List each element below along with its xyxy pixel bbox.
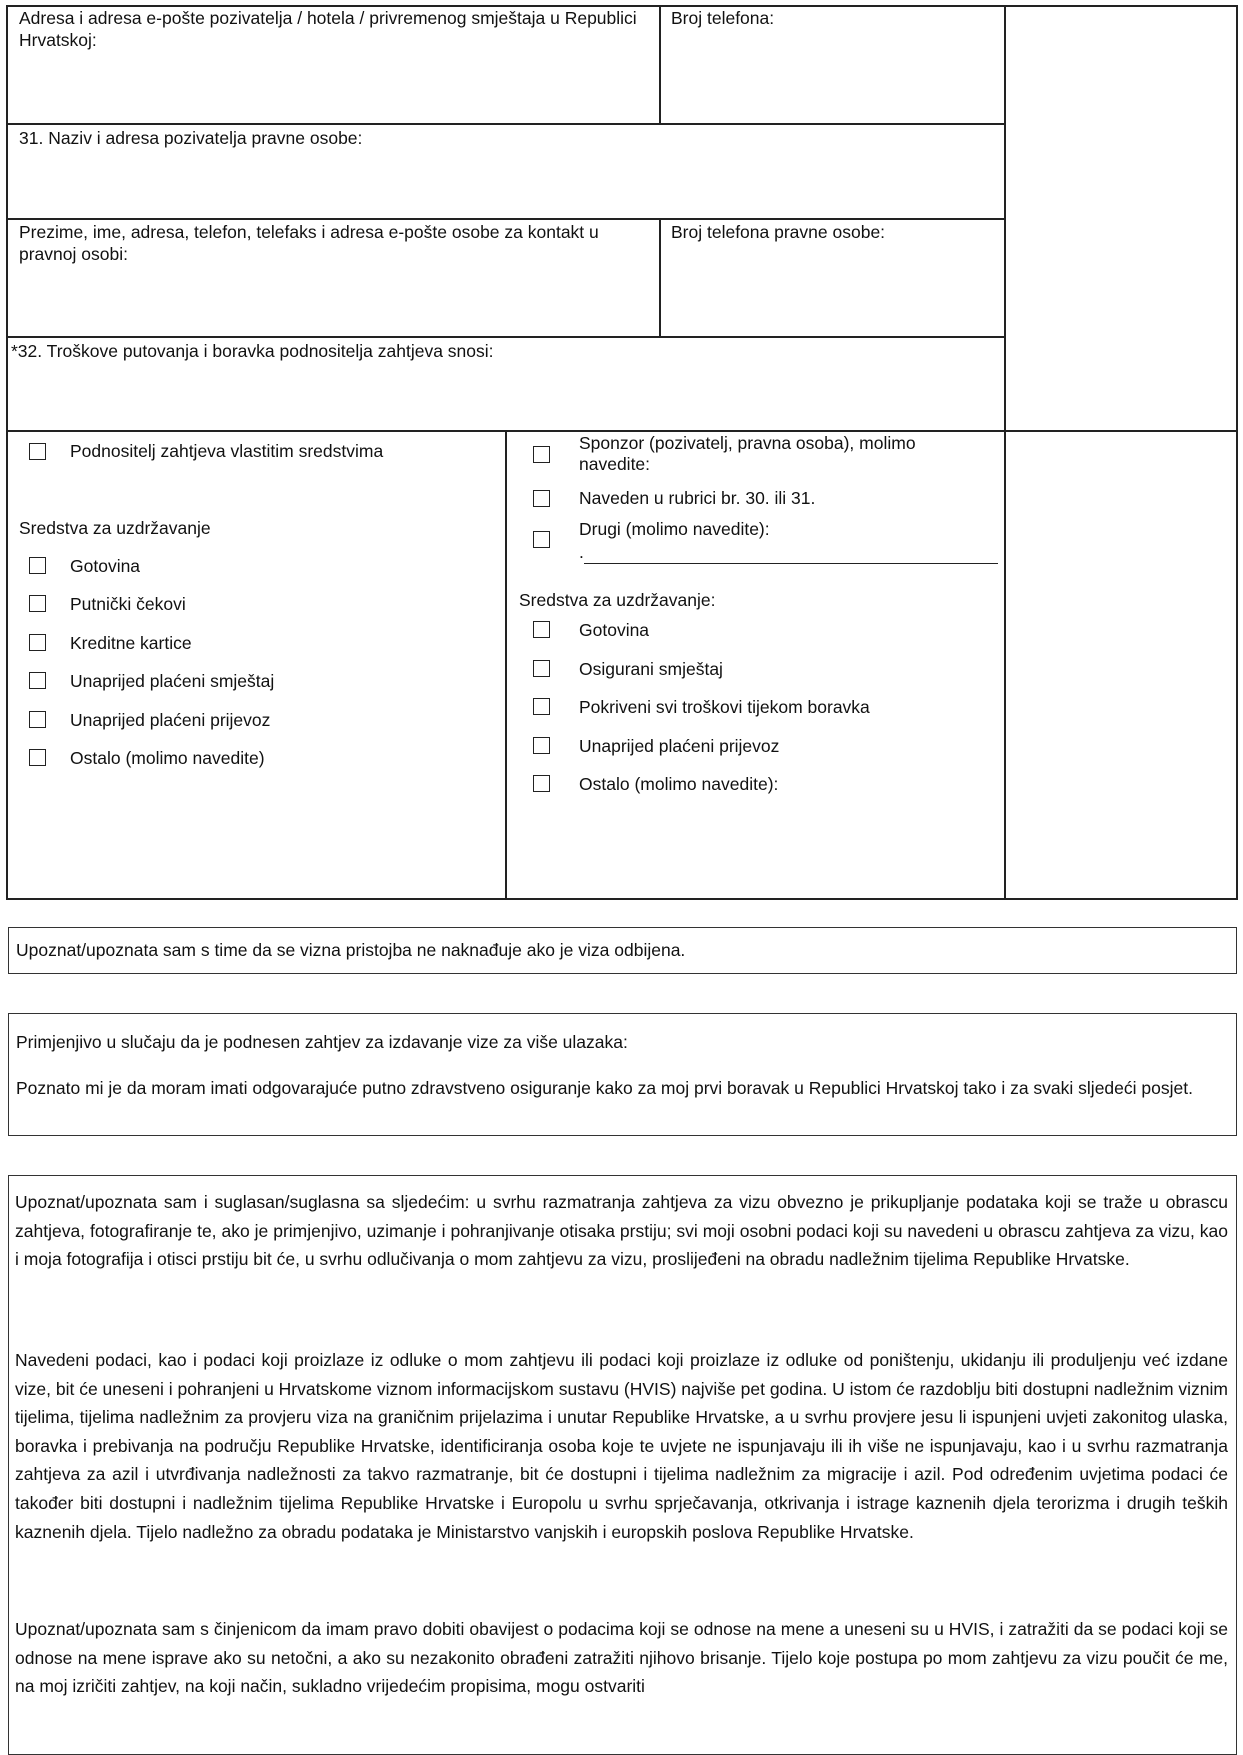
right-all-costs-checkbox[interactable] [533, 698, 550, 715]
section-31-title: 31. Naziv i adresa pozivatelja pravne osobe: [19, 128, 363, 148]
right-prepaid-transport-checkbox[interactable] [533, 737, 550, 754]
left-credit-cards-label: Kreditne kartice [70, 633, 192, 653]
contact-person-field[interactable] [8, 268, 658, 335]
left-prepaid-transport-checkbox[interactable] [29, 711, 46, 728]
left-prepaid-accommodation-label: Unaprijed plaćeni smještaj [70, 671, 275, 691]
left-travellers-cheques-checkbox[interactable] [29, 595, 46, 612]
right-other-checkbox[interactable] [533, 775, 550, 792]
self-funded-checkbox[interactable] [29, 443, 46, 460]
left-travellers-cheques-label: Putnički čekovi [70, 594, 186, 614]
right-accommodation-checkbox[interactable] [533, 660, 550, 677]
multi-entry-heading: Primjenjivo u slučaju da je podnesen zahtjev za izdavanje vize za više ulazaka: [16, 1032, 628, 1052]
left-credit-cards-checkbox[interactable] [29, 634, 46, 651]
other-payer-blank-dot: . [579, 542, 584, 562]
sponsor-checkbox[interactable] [533, 446, 550, 463]
right-other-label: Ostalo (molimo navedite): [579, 774, 779, 794]
self-funded-label: Podnositelj zahtjeva vlastitim sredstvima [70, 441, 384, 461]
consent-paragraph-1: Upoznat/upoznata sam i suglasan/suglasna sa sljedećim: u svrhu razmatranja zahtjeva za vizu obvezno je prikupljanje podataka koji se traže u obrascu zahtjeva, fotografiranje te, ako je primjenjivo, uzimanje i pohranjivanje otisaka prstiju; svi moji osobni podaci koji su navedeni u obrascu zahtjeva za vizu, kao i moja fotografija i otisci prstiju bit će, u svrhu odlučivanja o mom zahtjevu za vizu, proslijeđeni na obradu nadležnim tijelima Republike Hrvatske. [15, 1192, 1228, 1270]
section-32-title: *32. Troškove putovanja i boravka podnositelja zahtjeva snosi: [11, 341, 494, 361]
right-means-heading: Sredstva za uzdržavanje: [519, 590, 716, 610]
left-cash-checkbox[interactable] [29, 557, 46, 574]
consent-paragraph-3: Upoznat/upoznata sam s činjenicom da imam pravo dobiti obavijest o podacima koji se odnose na mene a uneseni su u HVIS, i zatražiti da se podaci koji se odnose na mene isprave ako su netočni, a ako su nezakonito obrađeni zatražiti njihovo brisanje. Tijelo koje postupa po mom zahtjevu za vizu poučit će me, na moj izričiti zahtjev, na koji način, sukladno vrijedećim propisima, mogu ostvariti [15, 1619, 1228, 1697]
left-other-checkbox[interactable] [29, 749, 46, 766]
fee-notice-text: Upoznat/upoznata sam s time da se vizna pristojba ne naknađuje ako je viza odbijena. [16, 940, 686, 960]
accommodation-address-label: Adresa i adresa e-pošte pozivatelja / hotela / privremenog smještaja u Republici Hrvatskoj: [19, 8, 637, 50]
referred-checkbox[interactable] [533, 490, 550, 507]
right-all-costs-label: Pokriveni svi troškovi tijekom boravka [579, 697, 870, 717]
right-cash-label: Gotovina [579, 620, 650, 640]
left-other-label: Ostalo (molimo navedite) [70, 748, 265, 768]
phone-label: Broj telefona: [671, 8, 775, 28]
legal-phone-label: Broj telefona pravne osobe: [671, 222, 886, 242]
other-payer-underline[interactable] [584, 563, 998, 564]
multi-entry-text: Poznato mi je da moram imati odgovarajuće putno zdravstveno osiguranje kako za moj prvi boravak u Republici Hrvatskoj tako i za svaki sljedeći posjet. [16, 1078, 1193, 1098]
other-payer-label: Drugi (molimo navedite): [579, 519, 770, 539]
left-means-heading: Sredstva za uzdržavanje [19, 518, 211, 538]
left-prepaid-transport-label: Unaprijed plaćeni prijevoz [70, 710, 271, 730]
multi-entry-box [8, 1013, 1237, 1136]
accommodation-address-field[interactable] [8, 56, 658, 122]
phone-field[interactable] [662, 32, 1003, 122]
right-accommodation-label: Osigurani smještaj [579, 659, 723, 679]
left-prepaid-accommodation-checkbox[interactable] [29, 672, 46, 689]
legal-entity-field[interactable] [8, 152, 1003, 217]
sponsor-label: Sponzor (pozivatelj, pravna osoba), molimo navedite: [579, 433, 916, 474]
referred-label: Naveden u rubrici br. 30. ili 31. [579, 488, 816, 508]
left-cash-label: Gotovina [70, 556, 141, 576]
contact-person-label: Prezime, ime, adresa, telefon, telefaks i adresa e-pošte osobe za kontakt u pravnoj osobi: [19, 222, 599, 264]
other-payer-checkbox[interactable] [533, 531, 550, 548]
right-cash-checkbox[interactable] [533, 621, 550, 638]
consent-paragraph-2: Navedeni podaci, kao i podaci koji proizlaze iz odluke o mom zahtjevu ili podaci koji proizlaze iz odluke od poništenju, ukidanju ili produljenju već izdane vize, bit će uneseni i pohranjeni u Hrvatskome viznom informacijskom sustavu (HVIS) najviše pet godina. U istom će razdoblju biti dostupni nadležnim viznim tijelima, tijelima nadležnim za provjeru viza na graničnim prijelazima i unutar Republike Hrvatske, a u svrhu provjere jesu li ispunjeni uvjeti zakonitog ulaska, boravka i prebivanja na području Republike Hrvatske, identificiranja osoba koje te uvjete ne ispunjavaju ili ih više ne ispunjavaju, kao i u svrhu razmatranja zahtjeva za azil i utvrđivanja nadležnosti za takvo razmatranje, bit će dostupni i tijelima nadležnim za migracije i azil. Pod određenim uvjetima podaci će također biti dostupni i nadležnim tijelima Republike Hrvatske i Europolu u svrhu sprječavanja, otkrivanja i istrage kaznenih djela terorizma i drugih teških kaznenih djela. Tijelo nadležno za obradu podataka je Ministarstvo vanjskih i europskih poslova Republike Hrvatske. [15, 1350, 1228, 1542]
fee-notice-box [8, 927, 1237, 974]
legal-phone-field[interactable] [662, 246, 1003, 335]
right-prepaid-transport-label: Unaprijed plaćeni prijevoz [579, 736, 780, 756]
